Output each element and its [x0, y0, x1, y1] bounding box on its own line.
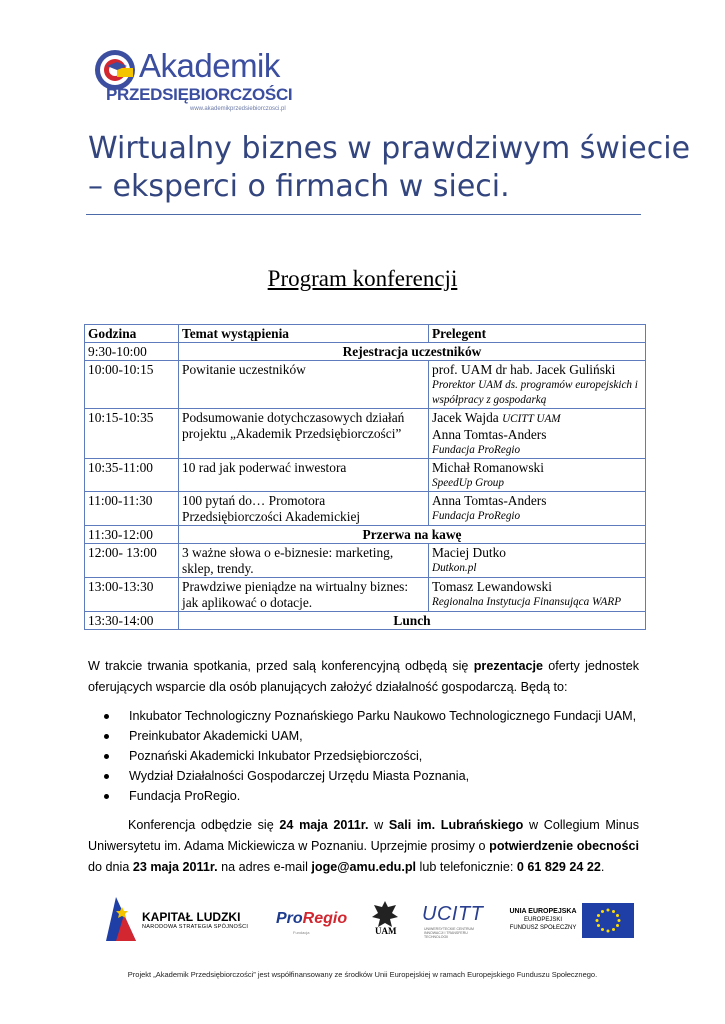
row-speaker-cell — [429, 409, 646, 459]
sponsor-logos — [88, 893, 638, 948]
eu-line-2: EUROPEJSKI — [523, 917, 562, 923]
funding-note: Projekt „Akademik Przedsiębiorczości” jest współfinansowany ze środków Unii Europejskiej w ramach Europejskiego Funduszu Społecznego. — [127, 970, 598, 979]
list-item — [104, 786, 636, 806]
ucitt-logo: UCITT — [422, 903, 484, 925]
table-header-row — [85, 325, 646, 343]
speaker-name: Tomasz Lewandowski — [432, 579, 552, 594]
kapital-ludzki-logo — [102, 893, 252, 945]
document-title — [88, 130, 691, 206]
row-topic: Podsumowanie dotychczasowych działań projektu „Akademik Przedsiębiorczości” — [179, 409, 429, 459]
table-row — [85, 343, 646, 361]
row-time: 13:00-13:30 — [85, 578, 179, 612]
table-row — [85, 526, 646, 544]
list-item-text: Wydział Działalności Gospodarczej Urzędu Miasta Poznania, — [129, 769, 470, 783]
speaker-name: Jacek Wajda — [432, 410, 499, 425]
eu-fund-text — [504, 907, 582, 932]
list-item — [104, 706, 636, 726]
bullet-icon — [104, 714, 109, 719]
speaker-name: Anna Tomtas-Anders — [432, 427, 547, 442]
exhibitor-list — [104, 706, 636, 806]
paragraph-text: oferty jednostek oferujących wsparcie dla osób planujących założyć działalność gospodarczą. Będą to: — [88, 659, 639, 694]
title-line-1: Wirtualny biznes w prawdziwym świecie — [88, 131, 691, 166]
speaker-role: SpeedUp Group — [432, 477, 504, 489]
bullet-icon — [104, 794, 109, 799]
paragraph-text: Konferencja odbędzie się — [128, 818, 280, 832]
rsvp-phrase: potwierdzenie obecności — [489, 839, 639, 853]
list-item — [104, 726, 636, 746]
bullet-icon — [104, 754, 109, 759]
section-title: Program konferencji — [267, 266, 458, 291]
row-topic: 10 rad jak poderwać inwestora — [179, 459, 429, 492]
row-speaker-cell — [429, 459, 646, 492]
header-time: Godzina — [85, 325, 179, 343]
table-row — [85, 612, 646, 630]
row-time: 9:30-10:00 — [85, 343, 179, 361]
row-time: 10:00-10:15 — [85, 361, 179, 409]
row-time: 10:15-10:35 — [85, 409, 179, 459]
row-span: Rejestracja uczestników — [179, 343, 646, 361]
paragraph-text: na adres e-mail — [217, 860, 312, 874]
kapital-ludzki-subtitle: NARODOWA STRATEGIA SPÓJNOŚCI — [142, 924, 249, 930]
program-table — [84, 324, 646, 630]
list-item-text: Inkubator Technologiczny Poznańskiego Parku Naukowo Technologicznego Fundacji UAM, — [129, 709, 637, 723]
list-item — [104, 766, 636, 786]
row-speaker-cell — [429, 578, 646, 612]
header-topic: Temat wystąpienia — [179, 325, 429, 343]
logo-name: Akademik — [139, 47, 280, 84]
speaker-role: Dutkon.pl — [432, 562, 477, 574]
contact-phone: 0 61 829 24 22 — [516, 860, 601, 874]
ucitt-subtitle: UNIWERSYTECKIE CENTRUM INNOWACJI I TRANSFERU TECHNOLOGII — [424, 927, 474, 939]
rsvp-deadline: 23 maja 2011r. — [132, 860, 218, 874]
speaker-role: Prorektor UAM ds. programów europejskich i współpracy z gospodarką — [432, 379, 638, 406]
eu-line-3: FUNDUSZ SPOŁECZNY — [509, 925, 577, 931]
table-row — [85, 544, 646, 578]
row-topic: 3 ważne słowa o e-biznesie: marketing, sklep, trendy. — [179, 544, 429, 578]
intro-paragraph — [88, 656, 639, 698]
title-divider — [86, 214, 641, 215]
conference-date: 24 maja 2011r. — [279, 818, 369, 832]
row-topic: Prawdziwe pieniądze na wirtualny biznes: jak aplikować o dotacje. — [179, 578, 429, 612]
speaker-role: Fundacja ProRegio — [432, 510, 521, 522]
row-time: 13:30-14:00 — [85, 612, 179, 630]
kapital-ludzki-text — [142, 911, 248, 930]
speaker-role: Regionalna Instytucja Finansująca WARP — [432, 596, 622, 608]
eu-flag-icon — [582, 903, 634, 938]
speaker-name: Maciej Dutko — [432, 545, 507, 560]
proregio-part-2: Regio — [302, 910, 348, 927]
list-item-text: Fundacja ProRegio. — [129, 789, 241, 803]
table-row — [85, 459, 646, 492]
paragraph-bold: prezentacje — [473, 659, 544, 673]
row-time: 10:35-11:00 — [85, 459, 179, 492]
list-item-text: Preinkubator Akademicki UAM, — [129, 729, 303, 743]
paragraph-text: w — [368, 818, 389, 832]
bullet-icon — [104, 734, 109, 739]
venue-name: Sali im. Lubrańskiego — [388, 818, 524, 832]
logo-subtitle: PRZEDSIĘBIORCZOŚCI — [106, 85, 293, 104]
details-paragraph — [88, 815, 639, 878]
paragraph-text: lub telefonicznie: — [416, 860, 517, 874]
kapital-ludzki-title: KAPITAŁ LUDZKI — [142, 910, 241, 924]
list-item — [104, 746, 636, 766]
table-row — [85, 409, 646, 459]
paragraph-text: do dnia — [88, 860, 133, 874]
table-row — [85, 361, 646, 409]
speaker-name: prof. UAM dr hab. Jacek Guliński — [432, 362, 616, 377]
row-speaker-cell — [429, 492, 646, 526]
akademik-logo — [93, 44, 293, 116]
eu-line-1: UNIA EUROPEJSKA — [509, 908, 577, 915]
row-topic: 100 pytań do… Promotora Przedsiębiorczości Akademickiej — [179, 492, 429, 526]
kapital-ludzki-emblem-icon — [102, 893, 138, 945]
row-speaker-cell — [429, 544, 646, 578]
proregio-part-1: Pro — [276, 910, 303, 927]
bullet-icon — [104, 774, 109, 779]
speaker-role: UCITT UAM — [502, 413, 561, 425]
paragraph-text: w Collegium Minus Uniwersytetu im. Adama Mickiewicza w Poznaniu. Uprzejmie prosimy o — [88, 818, 639, 853]
table-row — [85, 492, 646, 526]
contact-email: joge@amu.edu.pl — [311, 860, 417, 874]
title-line-2: – eksperci o firmach w sieci. — [88, 169, 510, 204]
speaker-name: Anna Tomtas-Anders — [432, 493, 547, 508]
row-speaker-cell — [429, 361, 646, 409]
row-time: 12:00- 13:00 — [85, 544, 179, 578]
logo-url: www.akademikprzedsiebiorczosci.pl — [190, 106, 286, 112]
row-topic: Powitanie uczestników — [179, 361, 429, 409]
row-span: Lunch — [179, 612, 646, 630]
speaker-role: Fundacja ProRegio — [432, 444, 521, 456]
row-time: 11:30-12:00 — [85, 526, 179, 544]
list-item-text: Poznański Akademicki Inkubator Przedsiębiorczości, — [129, 749, 423, 763]
table-row — [85, 578, 646, 612]
paragraph-text: . — [600, 860, 605, 874]
proregio-subtitle: Fundacja — [293, 930, 310, 935]
speaker-name: Michał Romanowski — [432, 460, 544, 475]
row-span: Przerwa na kawę — [179, 526, 646, 544]
row-time: 11:00-11:30 — [85, 492, 179, 526]
paragraph-text: W trakcie trwania spotkania, przed salą konferencyjną odbędą się — [88, 659, 474, 673]
header-speaker: Prelegent — [429, 325, 646, 343]
proregio-logo — [276, 910, 347, 928]
uam-label: UAM — [375, 926, 397, 936]
